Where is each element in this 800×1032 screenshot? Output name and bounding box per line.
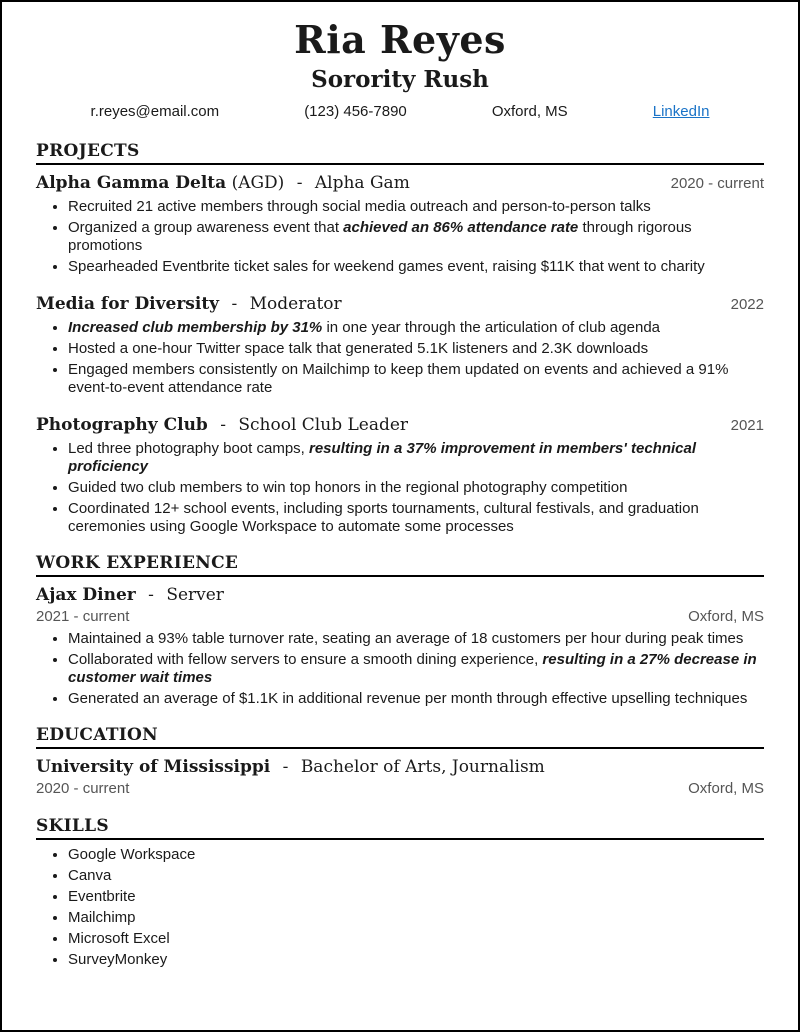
project-date: 2020 - current	[670, 175, 764, 192]
list-item: • Engaged members consistently on Mailchimp to keep them updated on events and achieved a 91% event-to-event attendance rate	[68, 361, 764, 397]
list-item: • Generated an average of $1.1K in additional revenue per month through effective upselling techniques	[68, 690, 764, 708]
project-date: 2022	[730, 296, 764, 313]
skill-item: • Google Workspace	[68, 846, 764, 864]
project-date: 2021	[730, 417, 764, 434]
job-role: Server	[166, 585, 224, 605]
list-item: • Coordinated 12+ school events, including sports tournaments, cultural festivals, and graduation ceremonies using Google Workspace to automate some processes	[68, 500, 764, 536]
contact-phone: (123) 456-7890	[304, 103, 407, 120]
work-date: 2021 - current	[36, 608, 130, 625]
list-item: • Increased club membership by 31% in one year through the articulation of club agenda	[68, 319, 764, 337]
project-role: School Club Leader	[238, 415, 409, 435]
list-item: • Collaborated with fellow servers to ensure a smooth dining experience, resulting in a 27% decrease in customer wait times	[68, 651, 764, 687]
projects-section	[36, 140, 764, 536]
linkedin-link[interactable]: LinkedIn	[652, 103, 710, 120]
list-item: • Led three photography boot camps, resulting in a 37% improvement in members' technical proficiency	[68, 440, 764, 476]
bullet-list	[36, 319, 764, 397]
bullet-list	[36, 630, 764, 708]
project-org: Media for Diversity	[36, 294, 220, 314]
project-org: Alpha Gamma Delta	[36, 173, 227, 193]
work-entry	[36, 583, 764, 708]
candidate-name: Ria Reyes	[294, 17, 506, 62]
section-heading-work: WORK EXPERIENCE	[36, 552, 764, 577]
work-section	[36, 552, 764, 708]
skills-list	[36, 846, 764, 969]
project-org-abbr: (AGD)	[231, 173, 285, 193]
education-entry	[36, 755, 764, 799]
list-item: • Spearheaded Eventbrite ticket sales for weekend games event, raising $11K that went to charity	[68, 258, 764, 276]
separator: -	[282, 757, 289, 777]
education-location: Oxford, MS	[688, 780, 764, 797]
project-entry	[36, 292, 764, 397]
separator: -	[231, 294, 238, 314]
school-name: University of Mississippi	[36, 757, 271, 777]
skill-item: • Mailchimp	[68, 909, 764, 927]
employer: Ajax Diner	[36, 585, 136, 605]
section-heading-education: EDUCATION	[36, 724, 764, 749]
major: Journalism	[451, 757, 545, 777]
contact-location: Oxford, MS	[491, 103, 568, 120]
work-location: Oxford, MS	[688, 608, 764, 625]
list-item: • Recruited 21 active members through social media outreach and person-to-person talks	[68, 198, 764, 216]
contact-email: r.reyes@email.com	[90, 103, 220, 120]
separator: -	[220, 415, 226, 435]
separator: -	[296, 173, 303, 193]
degree: Bachelor of Arts,	[300, 757, 447, 777]
skills-section	[36, 815, 764, 969]
contact-bar	[36, 102, 764, 122]
list-item: • Organized a group awareness event that achieved an 86% attendance rate through rigorous promotions	[68, 219, 764, 255]
project-entry	[36, 413, 764, 536]
skill-item: • Eventbrite	[68, 888, 764, 906]
list-item: • Hosted a one-hour Twitter space talk that generated 5.1K listeners and 2.3K downloads	[68, 340, 764, 358]
separator: -	[148, 585, 154, 605]
project-role: Alpha Gam	[314, 173, 410, 193]
skill-item: • SurveyMonkey	[68, 951, 764, 969]
section-heading-projects: PROJECTS	[36, 140, 764, 165]
skill-item: • Canva	[68, 867, 764, 885]
bullet-list	[36, 440, 764, 536]
project-entry	[36, 171, 764, 276]
section-heading-skills: SKILLS	[36, 815, 764, 840]
project-org: Photography Club	[36, 415, 208, 435]
list-item: • Guided two club members to win top honors in the regional photography competition	[68, 479, 764, 497]
resume-title: Sorority Rush	[311, 66, 489, 93]
bullet-list	[36, 198, 764, 276]
project-role: Moderator	[249, 294, 342, 314]
education-date: 2020 - current	[36, 780, 130, 797]
education-section	[36, 724, 764, 799]
skill-item: • Microsoft Excel	[68, 930, 764, 948]
list-item: • Maintained a 93% table turnover rate, seating an average of 18 customers per hour during peak times	[68, 630, 764, 648]
